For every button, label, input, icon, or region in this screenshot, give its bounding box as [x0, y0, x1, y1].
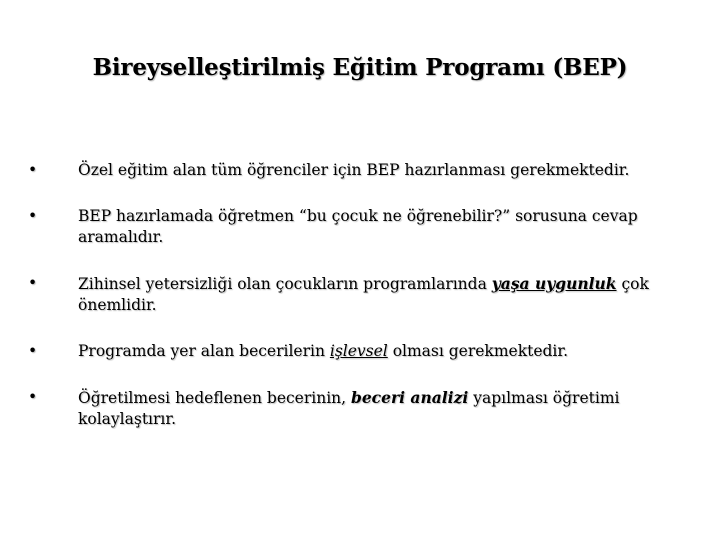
bullet-text: Zihinsel yetersizliği olan çocukların programlarında [78, 275, 492, 293]
slide-title: Bireyselleştirilmiş Eğitim Programı (BEP) [92, 54, 628, 81]
emphasis-beceri-analizi: beceri analizi [350, 388, 469, 407]
bullet-list [28, 160, 688, 455]
bullet-item-5 [28, 387, 688, 430]
bullet-marker: • [28, 161, 38, 179]
bullet-marker: • [28, 342, 38, 360]
emphasis-islevsel: işlevsel [329, 342, 388, 360]
bullet-item-4 [28, 341, 688, 362]
bullet-text-after: yapılması öğretimi kolaylaştırır. [78, 389, 620, 428]
bullet-text: Özel eğitim alan tüm öğrenciler için BEP hazırlanması gerekmektedir. [78, 161, 630, 179]
bullet-item-1 [28, 160, 688, 181]
bullet-text: Programda yer alan becerilerin [78, 342, 330, 360]
bullet-marker: • [28, 388, 38, 406]
bullet-item-3 [28, 273, 688, 316]
bullet-text: BEP hazırlamada öğretmen “bu çocuk ne öğrenebilir?” sorusuna cevap aramalıdır. [78, 207, 638, 246]
bullet-text-after: olması gerekmektedir. [387, 342, 569, 360]
bullet-text: Öğretilmesi hedeflenen becerinin, [78, 389, 351, 407]
emphasis-yasa-uygunluk: yaşa uygunluk [491, 274, 617, 293]
bullet-item-2 [28, 206, 688, 248]
bullet-text-after: çok önemlidir. [78, 275, 649, 314]
bullet-marker: • [28, 207, 38, 225]
bullet-marker: • [28, 274, 38, 292]
